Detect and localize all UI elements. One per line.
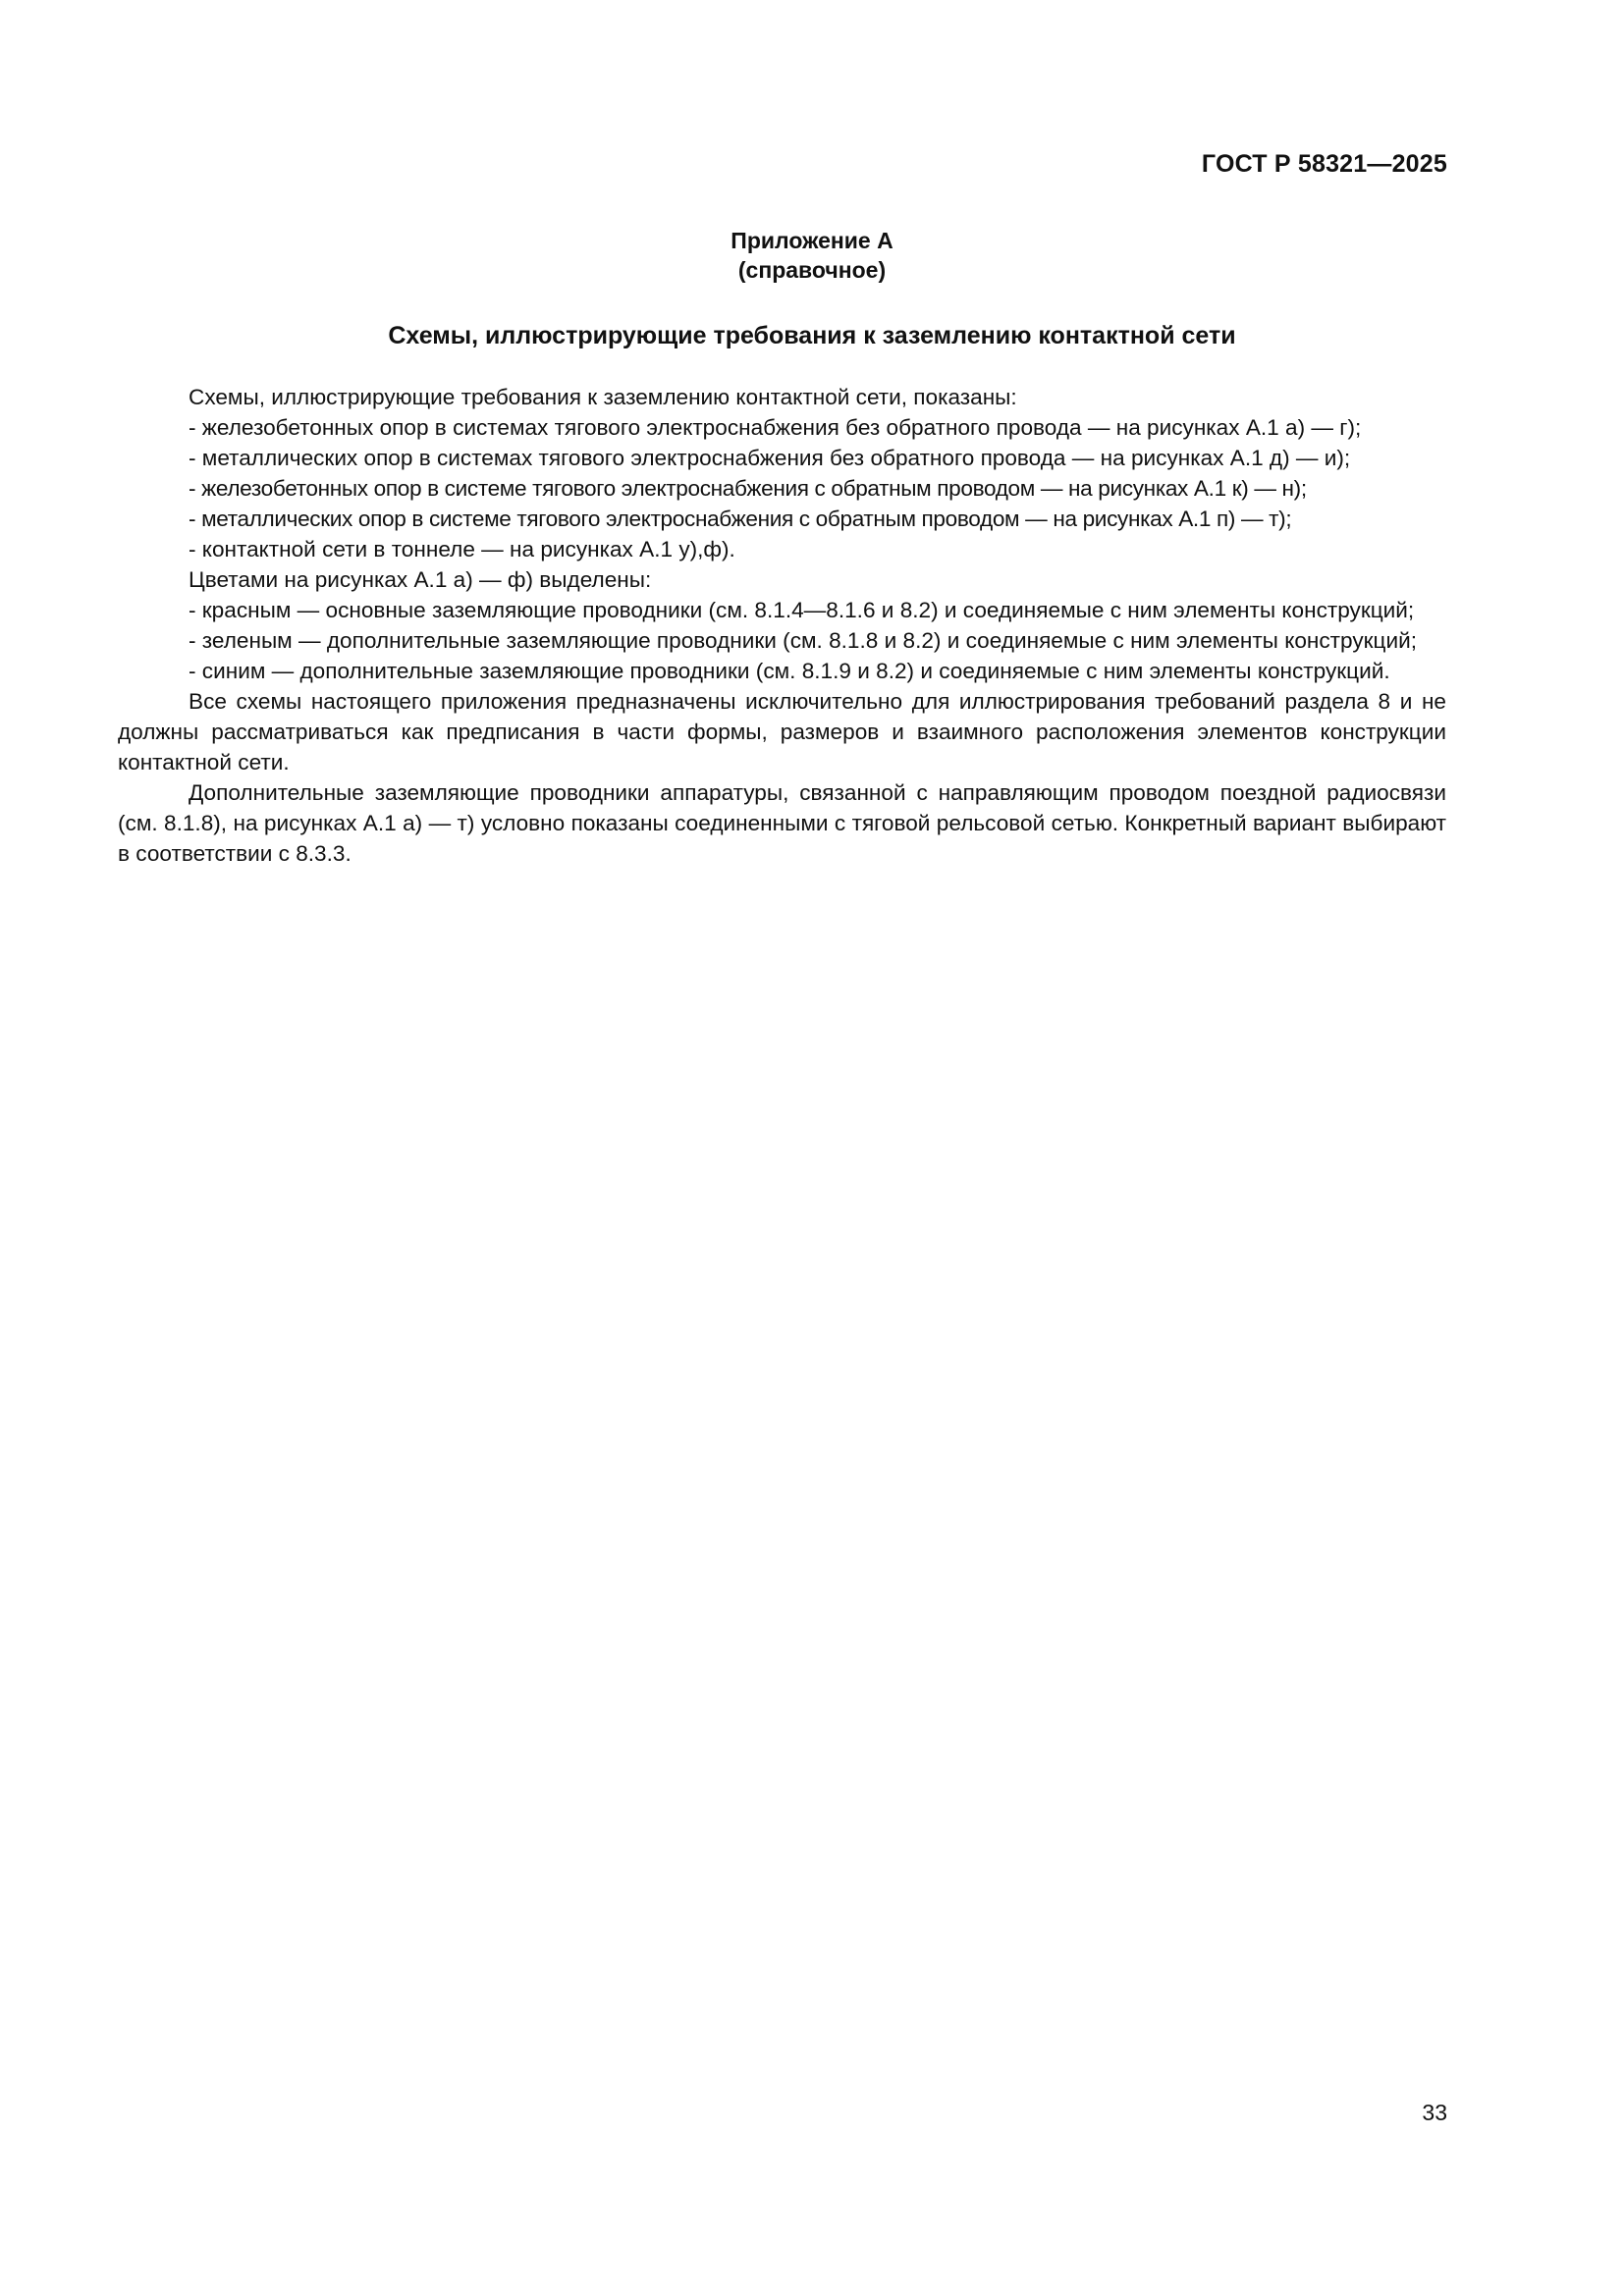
- paragraph-radio-conductors: Дополнительные заземляющие проводники аппаратуры, связанной с направляющим проводом поездной радиосвязи (см. 8.1.8), на рисунках А.1 а) — т) условно показаны соединенными с тяговой рельсовой сетью. Конкретный вариант выбирают в соответствии с 8.3.3.: [118, 780, 1446, 866]
- list-item-reinforced-concrete-return: - железобетонных опор в системе тягового электроснабжения с обратным проводом — на рисунках А.1 к) — н);: [189, 476, 1307, 501]
- document-code: ГОСТ Р 58321—2025: [1201, 150, 1447, 178]
- list-item-green: - зеленым — дополнительные заземляющие проводники (см. 8.1.8 и 8.2) и соединяемые с ним элементы конструкций;: [189, 628, 1417, 653]
- list-item-red: - красным — основные заземляющие проводники (см. 8.1.4—8.1.6 и 8.2) и соединяемые с ним элементы конструкций;: [189, 598, 1415, 622]
- section-title: Схемы, иллюстрирующие требования к заземлению контактной сети: [388, 322, 1236, 349]
- list-item-reinforced-concrete-no-return: - железобетонных опор в системах тягового электроснабжения без обратного провода — на рисунках А.1 а) — г);: [189, 415, 1362, 440]
- annex-subtitle: (справочное): [737, 257, 887, 283]
- annex-title: Приложение А: [731, 228, 893, 253]
- list-item-metal-no-return: - металлических опор в системах тягового электроснабжения без обратного провода — на рисунках А.1 д) — и);: [189, 446, 1351, 470]
- body-text: [118, 382, 1446, 869]
- list-item-metal-return: - металлических опор в системе тягового электроснабжения с обратным проводом — на рисунках А.1 п) — т);: [189, 507, 1292, 531]
- annex-heading: [0, 226, 1624, 285]
- paragraph-schemes-disclaimer: Все схемы настоящего приложения предназначены исключительно для иллюстрирования требований раздела 8 и не должны рассматриваться как предписания в части формы, размеров и взаимного расположения элементов конструкции контактной сети.: [118, 689, 1446, 774]
- paragraph-intro: Схемы, иллюстрирующие требования к заземлению контактной сети, показаны:: [189, 385, 1017, 409]
- page-number: 33: [1422, 2100, 1447, 2125]
- list-item-tunnel: - контактной сети в тоннеле — на рисунках А.1 у),ф).: [189, 537, 735, 561]
- list-item-blue: - синим — дополнительные заземляющие проводники (см. 8.1.9 и 8.2) и соединяемые с ним элементы конструкций.: [189, 659, 1390, 683]
- paragraph-colors-intro: Цветами на рисунках А.1 а) — ф) выделены:: [189, 567, 652, 592]
